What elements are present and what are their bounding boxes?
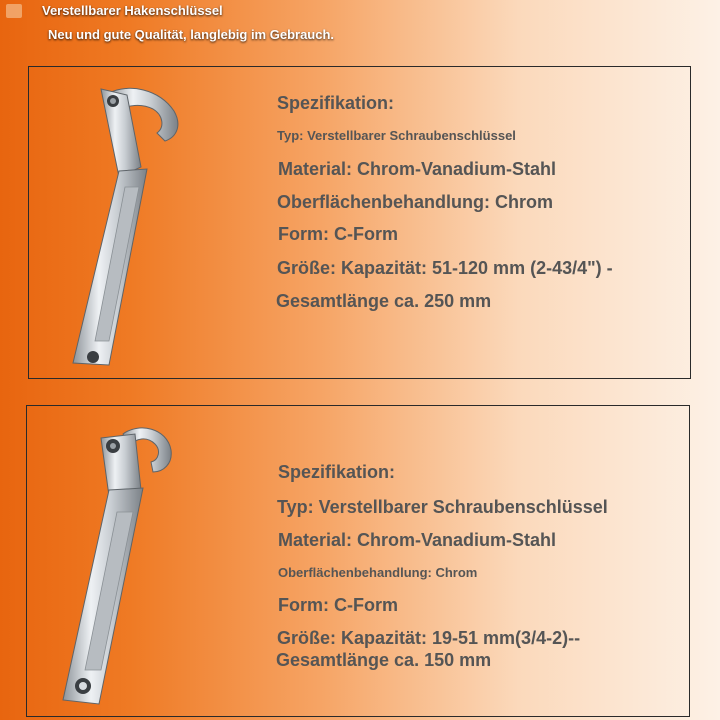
spec-type: Typ: Verstellbarer Schraubenschlüssel [277, 497, 608, 517]
spec-size: Größe: Kapazität: 51-120 mm (2-43/4") - [277, 258, 613, 278]
spec-form: Form: C-Form [278, 224, 398, 244]
spec-material: Material: Chrom-Vanadium-Stahl [278, 159, 557, 179]
spec-heading: Spezifikation: [277, 93, 395, 113]
spec-heading: Spezifikation: [278, 462, 396, 482]
spec-form: Form: C-Form [278, 595, 398, 615]
spec-finish: Oberflächenbehandlung: Chrom [278, 565, 478, 580]
hook-wrench-large-image [49, 75, 209, 375]
spec-size: Größe: Kapazität: 19-51 mm(3/4-2)-- [277, 628, 581, 648]
spec-material: Material: Chrom-Vanadium-Stahl [278, 530, 557, 550]
product-panel-large [28, 66, 691, 379]
brand-logo [6, 4, 22, 18]
spec-length: Gesamtlänge ca. 250 mm [276, 291, 492, 311]
product-panel-small [26, 405, 690, 717]
page-subtitle: Neu und gute Qualität, langlebig im Gebrauch. [48, 27, 335, 42]
page-title: Verstellbarer Hakenschlüssel [42, 3, 223, 18]
spec-type: Typ: Verstellbarer Schraubenschlüssel [277, 128, 516, 143]
hook-wrench-small-image [43, 416, 183, 711]
spec-length: Gesamtlänge ca. 150 mm [276, 650, 492, 670]
spec-finish: Oberflächenbehandlung: Chrom [277, 192, 554, 212]
